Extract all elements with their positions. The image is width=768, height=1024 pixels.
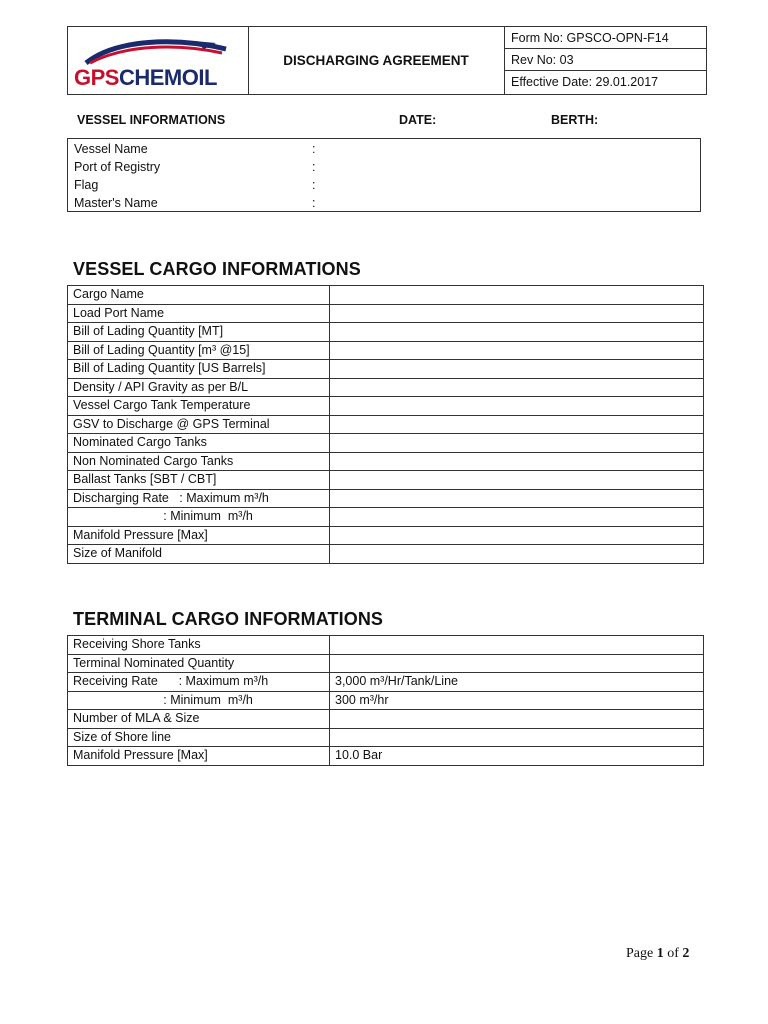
vessel-cargo-row-label: Bill of Lading Quantity [US Barrels] [68,360,330,379]
berth-label: BERTH: [551,113,599,127]
vessel-cargo-row [68,397,704,416]
page-number: 1 [656,946,664,961]
vessel-cargo-row-label: Cargo Name [68,286,330,305]
vessel-cargo-row-label: Density / API Gravity as per B/L [68,378,330,397]
vessel-cargo-row-label: Load Port Name [68,304,330,323]
terminal-cargo-row-label: Receiving Rate : Maximum m³/h [68,673,330,692]
vessel-cargo-row [68,360,704,379]
vessel-cargo-row-label: Ballast Tanks [SBT / CBT] [68,471,330,490]
terminal-cargo-row-label: Size of Shore line [68,728,330,747]
of-word: of [667,946,679,961]
vessel-cargo-row-value[interactable] [330,434,704,453]
vessel-cargo-row-label: Bill of Lading Quantity [m³ @15] [68,341,330,360]
vessel-cargo-row-label: Size of Manifold [68,545,330,564]
vessel-name-row [74,140,316,158]
terminal-cargo-row [68,636,704,655]
terminal-cargo-row-value[interactable] [330,710,704,729]
vessel-cargo-row-value[interactable] [330,323,704,342]
vessel-cargo-row [68,304,704,323]
logo-chemoil-text: CHEMOIL [118,65,217,90]
vessel-cargo-row-value[interactable] [330,304,704,323]
vessel-cargo-row [68,378,704,397]
colon: : [312,160,316,174]
terminal-cargo-row-value[interactable]: 300 m³/hr [330,691,704,710]
vessel-info-heading: VESSEL INFORMATIONS [77,113,226,127]
terminal-cargo-row-label: Number of MLA & Size [68,710,330,729]
terminal-cargo-row-value[interactable] [330,728,704,747]
document-title: DISCHARGING AGREEMENT [248,27,505,94]
vessel-cargo-row-value[interactable] [330,452,704,471]
vessel-cargo-row [68,341,704,360]
vessel-cargo-row-value[interactable] [330,471,704,490]
vessel-info-box [67,138,701,212]
revision-number: Rev No: 03 [505,49,706,71]
terminal-cargo-title: TERMINAL CARGO INFORMATIONS [73,609,384,629]
vessel-cargo-row [68,526,704,545]
vessel-cargo-row [68,323,704,342]
vessel-cargo-row-value[interactable] [330,286,704,305]
vessel-cargo-title: VESSEL CARGO INFORMATIONS [73,259,361,279]
terminal-cargo-row [68,710,704,729]
colon: : [312,178,316,192]
vessel-cargo-row [68,452,704,471]
colon: : [312,196,316,210]
terminal-cargo-row [68,728,704,747]
vessel-cargo-row-value[interactable] [330,378,704,397]
vessel-cargo-row [68,415,704,434]
page-word: Page [626,946,654,961]
flag-label: Flag [74,178,99,192]
masters-name-row [74,194,316,212]
vessel-cargo-row [68,508,704,527]
vessel-cargo-row-value[interactable] [330,415,704,434]
vessel-cargo-row-value[interactable] [330,489,704,508]
terminal-cargo-row-value[interactable] [330,636,704,655]
logo-gps-text: GPS [74,65,119,90]
date-label: DATE: [399,113,437,127]
vessel-name-label: Vessel Name [74,142,148,156]
terminal-cargo-row-label: : Minimum m³/h [68,691,330,710]
company-logo [74,65,217,91]
form-meta [505,27,706,94]
vessel-cargo-row-value[interactable] [330,397,704,416]
terminal-cargo-row-value[interactable]: 3,000 m³/Hr/Tank/Line [330,673,704,692]
vessel-cargo-row-label: Discharging Rate : Maximum m³/h [68,489,330,508]
terminal-cargo-row-value[interactable]: 10.0 Bar [330,747,704,766]
masters-name-label: Master's Name [74,196,158,210]
vessel-cargo-row [68,434,704,453]
vessel-cargo-row-value[interactable] [330,508,704,527]
vessel-cargo-row-value[interactable] [330,526,704,545]
vessel-cargo-row-label: Vessel Cargo Tank Temperature [68,397,330,416]
vessel-cargo-row-value[interactable] [330,341,704,360]
terminal-cargo-row-label: Receiving Shore Tanks [68,636,330,655]
terminal-cargo-row-label: Manifold Pressure [Max] [68,747,330,766]
vessel-cargo-row [68,545,704,564]
terminal-cargo-row [68,747,704,766]
terminal-cargo-row-value[interactable] [330,654,704,673]
logo-cell [68,27,249,94]
vessel-cargo-row [68,286,704,305]
gpschemoil-logo-swoosh-icon [76,35,241,67]
vessel-cargo-row-value[interactable] [330,360,704,379]
vessel-cargo-row-value[interactable] [330,545,704,564]
terminal-cargo-table [67,635,704,766]
terminal-cargo-row-label: Terminal Nominated Quantity [68,654,330,673]
vessel-cargo-table [67,285,704,564]
page-total: 2 [682,946,690,961]
colon: : [312,142,316,156]
vessel-cargo-row-label: GSV to Discharge @ GPS Terminal [68,415,330,434]
page-indicator [626,946,689,962]
vessel-cargo-row-label: Nominated Cargo Tanks [68,434,330,453]
vessel-cargo-row-label: Bill of Lading Quantity [MT] [68,323,330,342]
vessel-cargo-row-label: Non Nominated Cargo Tanks [68,452,330,471]
vessel-cargo-row-label: Manifold Pressure [Max] [68,526,330,545]
vessel-cargo-row [68,471,704,490]
terminal-cargo-row [68,691,704,710]
effective-date: Effective Date: 29.01.2017 [511,75,659,89]
form-header [67,26,707,95]
vessel-cargo-row [68,489,704,508]
form-number: Form No: GPSCO-OPN-F14 [505,27,706,49]
port-of-registry-label: Port of Registry [74,160,161,174]
terminal-cargo-row [68,673,704,692]
terminal-cargo-row [68,654,704,673]
flag-row [74,176,316,194]
vessel-cargo-row-label: : Minimum m³/h [68,508,330,527]
port-of-registry-row [74,158,316,176]
